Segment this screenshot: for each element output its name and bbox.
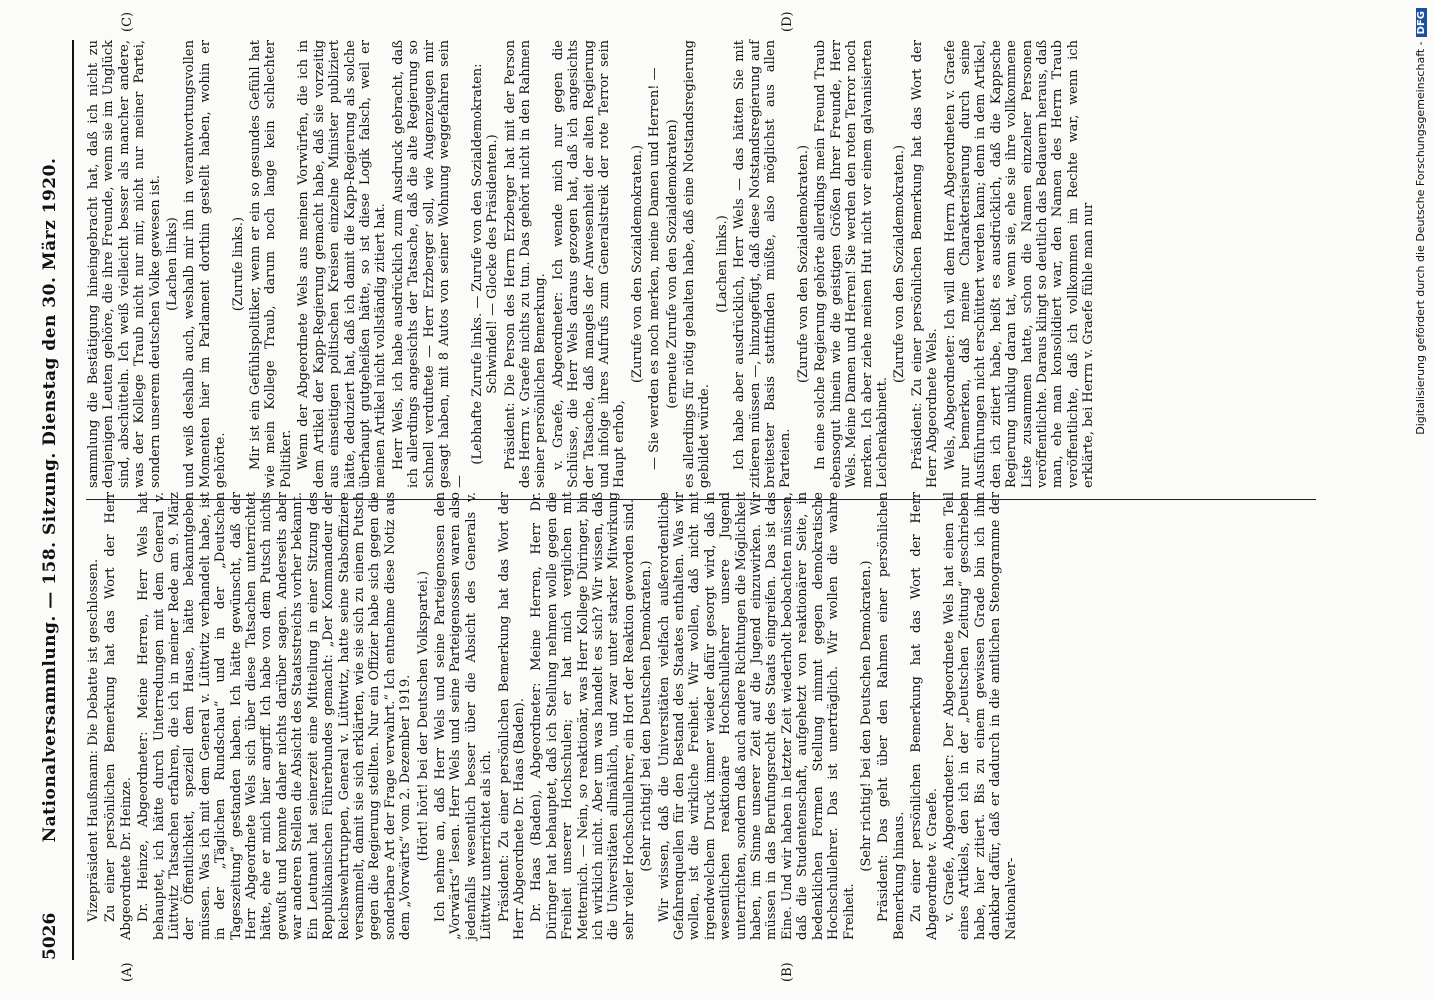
margin-marker-b: (B) [780, 962, 795, 982]
margin-marker-d: (D) [780, 11, 795, 32]
digitization-credit [1414, 8, 1428, 992]
paragraph: Präsident: Zu einer persönlichen Bemerkung hat das Wort der Herr Abgeordnete Wels. [909, 40, 941, 488]
paragraph: Präsident: Das geht über den Rahmen einer persönlichen Bemerkung hinaus. [876, 492, 907, 940]
paragraph: Präsident: Die Person des Herrn Erzberger hat mit der Person des Herrn v. Graefe nichts zu tun. Das gehört nicht in den Rahmen seiner persönlichen Bemerkung. [502, 40, 549, 488]
page-number: 5026 [40, 912, 60, 960]
paragraph: sammlung die Bestätigung hineingebracht hat, daß ich nicht zu denjenigen Leuten gehöre, die ihre Freunde, wenn sie im Unglück sind, abschütteln. Ich weiß vielleicht besser als mancher andere, was der Kollege Traub nicht nur mir, nicht nur meiner Partei, sondern unserem deutschen Volke gewesen ist. [86, 40, 163, 488]
paragraph: Ich nehme an, daß Herr Wels und seine Parteigenossen den „Vorwärts“ lesen. Herr Wels und seine Parteigenossen waren also jedenfalls wesentlich besser über die Absicht des Generals v. Lüttwitz unterrichtet als ich. [432, 492, 495, 940]
paragraph: Wels, Abgeordneter: Ich will dem Herrn Abgeordneten v. Graefe nur bemerken, daß meine Charakterisierung durch seine Ausführungen nicht erschüttert werden kann; denn in dem Artikel, den ich zitiert habe, heißt es ausdrücklich, daß die Kappsche Regierung unklug daran tat, wenn sie, ehe sie ihre vollkommene Liste zusammen hatte, schon die Namen einzelner Personen veröffentlichte. Daraus klingt so deutlich das Bedauern heraus, daß man, ehe man konsolidiert war, den Namen des Herrn Traub veröffentlichte, daß ich vollkommen im Rechte war, wenn ich erklärte, bei Herrn v. Graefe fühle man nur [942, 40, 1097, 488]
interjection: (Lachen links.) [714, 215, 730, 313]
column-separator [86, 499, 1316, 500]
interjection: (Lebhafte Zurufe links. — Zurufe von den Sozialdemokraten: Schwindel! — Glocke des Präsidenten.) [469, 63, 501, 465]
interjection: (Zurufe links.) [230, 216, 246, 312]
paragraph: In eine solche Regierung gehörte allerdings mein Freund Traub ebensogut hinein wie die geistigen Größen Ihrer Freunde, Herr Wels. Meine Damen und Herren! Sie werden den roten Terror noch merken. Ich aber ziehe meinen Hut nicht vor einem galvanisierten Leichenkabinett. [813, 40, 890, 488]
interjection: (Zurufe von den Sozialdemokraten.) [795, 144, 811, 384]
paragraph: Zu einer persönlichen Bemerkung hat das Wort der Herr Abgeordnete v. Graefe. [909, 492, 940, 940]
dfg-logo: DFG [1416, 8, 1427, 37]
left-column [86, 492, 1021, 940]
interjection: (Sehr richtig! bei den Deutschen Demokraten.) [639, 560, 655, 872]
paragraph: Dr. Heinze, Abgeordneter: Meine Herren, Herr Wels hat behauptet, ich hätte durch Unterredungen mit dem General v. Lüttwitz Tatsachen erfahren, die ich in meiner Rede am 9. März der Öffentlichkeit, speziell dem Hause, hätte bekanntgeben müssen. Was ich mit dem General v. Lüttwitz verhandelt habe, ist in der „Täglichen Rundschau“ und in der „Deutschen Tageszeitung“ gestanden haben. Ich hätte gewünscht, daß der Herr Abgeordnete Wels sich über diese Tatsachen unterrichtet hätte, ehe er mich hier angriff. Ich habe von dem Putsch nichts gewußt und konnte daher nichts darüber sagen. Anderseits aber war anderen Stellen die Absicht des Staatsstreichs vorher bekannt. Ein Leutnant hat seinerzeit eine Mitteilung in einer Sitzung des Republikanischen Führerbundes gemacht: „Der Kommandeur der Reichswehrtruppen, General v. Lüttwitz, hatte seine Stabsoffiziere versammelt, damit sie sich erklärten, wie sie sich zu einem Putsch gegen die Regierung stellten. Nur ein Offizier habe sich gegen die sonderbare Art der Frage verwahrt.“ Ich entnehme diese Notiz aus dem „Vorwärts“ vom 2. Dezember 1919. [136, 492, 414, 940]
paragraph: Mir ist ein Gefühlspolitiker, wenn er ein so gesundes Gefühl hat wie mein Kollege Traub, darum noch lange kein schlechter Politiker. [248, 40, 294, 488]
margin-marker-c: (C) [120, 11, 135, 32]
interjection: (Hört! hört! bei der Deutschen Volkspartei.) [415, 570, 431, 862]
header-rule [72, 40, 74, 960]
paragraph: es allerdings für nötig gehalten habe, daß eine Notstandsregierung gebildet würde. [682, 40, 713, 488]
paragraph: und weiß deshalb auch, weshalb mir ihn in verantwortungsvollen Momenten hier im Parlament dorthin gestellt haben, wohin er gehörte. [182, 40, 229, 488]
interjection: (Lachen links) [165, 217, 181, 311]
paragraph: Wenn der Abgeordnete Wels aus meinen Vorwürfen, die ich in dem Artikel der Kapp-Regierung gemacht habe, daß sie vorzeitig aus einseitigen politischen Kreisen einzelne Minister publiziert hätte, deduziert hat, daß ich damit die Kapp-Regierung als solche überhaupt gutgeheißen hätte, so ist diese Logik falsch, weil er meinen Artikel nicht vollständig zitiert hat. [296, 40, 389, 488]
paragraph: Herr Wels, ich habe ausdrücklich zum Ausdruck gebracht, daß ich allerdings angesichts der Tatsache, daß die alte Regierung so schnell verduftete — Herr Erzberger soll, wie Augenzeugen mir gesagt haben, mit 8 Autos von seiner Wohnung weggefahren sein — [390, 40, 468, 488]
right-column [86, 40, 1099, 488]
paragraph: v. Graefe, Abgeordneter: Der Abgeordnete Wels hat einen Teil eines Artikels, den ich in der „Deutschen Zeitung“ geschrieben habe, hier zitiert. Bis zu einem gewissen Grade bin ich ihm dankbar dafür, daß er dadurch in die amtlichen Stenogramme der Nationalver- [941, 492, 1019, 940]
interjection: (Zurufe von den Sozialdemokraten.) [892, 144, 908, 384]
page-title: Nationalversammlung. — 158. Sitzung. Dienstag den 30. März 1920. [40, 157, 60, 843]
interjection: (erneute Zurufe von den Sozialdemokraten) [664, 119, 680, 409]
interjection: (Zurufe von den Sozialdemokraten.) [629, 144, 645, 384]
paragraph: Präsident: Zu einer persönlichen Bemerkung hat das Wort der Herr Abgeordnete Dr. Haas (Baden). [496, 492, 527, 940]
paragraph: Ich habe aber ausdrücklich, Herr Wels — das hätten Sie mit zitieren müssen —, hinzugefügt, daß diese Notstandsregierung auf breitester Basis stattfinden müßte, also möglichst aus allen Parteien. [732, 40, 794, 488]
paragraph: — Sie werden es noch merken, meine Damen und Herren! — [647, 67, 663, 470]
paragraph: Wir wissen, daß die Universitäten vielfach außerordentliche Gefahrenquellen für den Bestand des Staates enthalten. Was wir wollen, ist die wirkliche Freiheit. Wir wollen, daß nicht mit irgendwelchem Druck immer wieder dafür gesorgt wird, daß in wesentlichen reaktionäre Hochschullehrer unsere Jugend unterrichten, sondern daß auch andere Richtungen die Möglichkeit haben, im Sinne unserer Zeit auf die Jugend einzuwirken. Wir müssen in das Berufungsrecht des Staats eingreifen. Das ist das Eine. Und wir haben in letzter Zeit wiederholt beobachten müssen, daß die Studentenschaft, aufgehetzt von reaktionärer Seite, in bedenklichen Formen Stellung nimmt gegen demokratische Hochschullehrer. Das ist unerträglich. Wir wollen die wahre Freiheit. [656, 492, 857, 940]
credit-text: Digitalisierung gefördert durch die Deutsche Forschungsgemeinschaft - [1414, 41, 1427, 435]
paragraph: Vizepräsident Haußmann: Die Debatte ist geschlossen. [86, 558, 101, 922]
paragraph: Dr. Haas (Baden), Abgeordneter: Meine Herren, Herr Dr. Düringer hat behauptet, daß ich Stellung nehmen wolle gegen die Freiheit unserer Hochschulen; er hat mich verglichen mit Metternich. — Nein, so reaktionär, was Herr Kollege Düringer, bin ich wirklich nicht. Aber um was handelt es sich? Wir wissen, daß die Universitäten allmählich, und zwar unter starker Mitwirkung sehr vieler Hochschullehrer, ein Hort der Reaktion geworden sind. [529, 492, 637, 940]
page-header [40, 40, 70, 960]
paragraph: Zu einer persönlichen Bemerkung hat das Wort der Herr Abgeordnete Dr. Heinze. [103, 492, 134, 940]
margin-marker-a: (A) [120, 962, 135, 982]
interjection: (Sehr richtig! bei den Deutschen Demokraten.) [858, 560, 874, 872]
paragraph: v. Graefe, Abgeordneter: Ich wende mich nur gegen die Schlüsse, die Herr Wels daraus gezogen hat, daß ich angesichts der Tatsache, daß mangels der Anwesenheit der alten Regierung und infolge ihres Aufrufs zum Generalstreik der rote Terror sein Haupt erhob, [550, 40, 628, 488]
